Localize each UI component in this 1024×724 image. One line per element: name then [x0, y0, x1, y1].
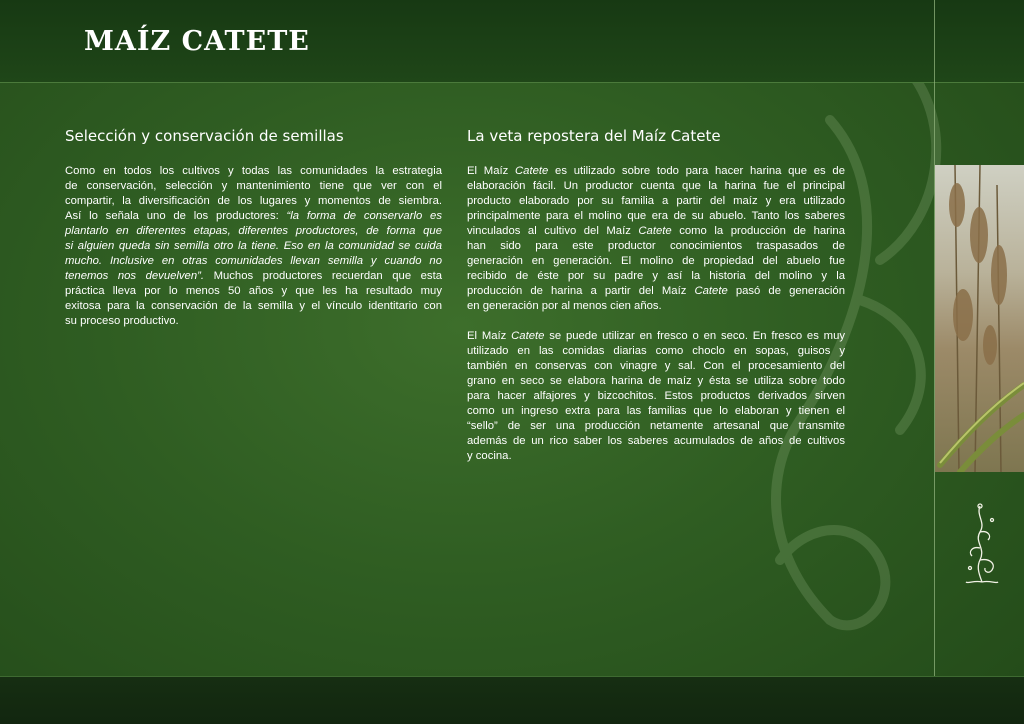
text-segment: también en conservas con vinagre y sal. Con el procesamiento del — [467, 360, 845, 372]
text-line — [65, 209, 442, 224]
text-line — [467, 254, 845, 269]
text-line — [467, 194, 845, 209]
text-line — [467, 224, 845, 239]
text-line — [65, 254, 442, 269]
text-segment: es utilizado sobre todo para hacer harina que es de — [548, 165, 845, 177]
text-segment: Así lo señala uno de los productores: — [65, 210, 287, 222]
text-segment: Muchos productores recuerdan que esta — [204, 270, 442, 282]
right-paragraph-2 — [467, 329, 845, 464]
text-segment: exitosa para la conservación de la semilla y el vínculo identitario con — [65, 300, 442, 312]
text-segment: recibido de éste por su padre y así la historia del molino y la — [467, 270, 845, 282]
text-line — [467, 284, 845, 299]
text-segment: producto elaborado por su familia a partir del maíz y era utilizado — [467, 195, 845, 207]
text-line — [467, 419, 845, 434]
italic-text-segment: “la forma de conservarlo es — [286, 210, 442, 222]
footer-band — [0, 676, 1024, 724]
text-line — [65, 179, 442, 194]
maize-plant-photo — [935, 165, 1024, 472]
text-line — [65, 314, 442, 329]
text-segment: práctica lleva por lo menos 50 años y que les ha resultado muy — [65, 285, 442, 297]
text-segment: como un ingreso extra para las familias que lo elaboran y tienen el — [467, 405, 845, 417]
text-segment: grano en seco se elabora harina de maíz y ésta se utiliza sobre todo — [467, 375, 845, 387]
text-segment: pasó de generación — [727, 285, 845, 297]
italic-text-segment: Catete — [638, 225, 672, 237]
text-line — [467, 449, 845, 464]
text-segment: El Maíz — [467, 165, 516, 177]
text-line — [65, 299, 442, 314]
text-segment: generación en generación. El molino de propiedad del abuelo fue — [467, 255, 845, 267]
text-line — [467, 239, 845, 254]
page-title: MAÍZ CATETE — [84, 26, 310, 57]
italic-text-segment: Catete — [511, 330, 545, 342]
right-heading: La veta repostera del Maíz Catete — [467, 127, 721, 145]
left-paragraph — [65, 164, 442, 329]
text-line — [467, 329, 845, 344]
text-segment: han sido para este productor conocimientos traspasados de — [467, 240, 845, 252]
text-line — [467, 269, 845, 284]
text-line — [467, 359, 845, 374]
italic-text-segment: tenemos nos devuelven”. — [65, 270, 205, 282]
text-segment: “sello” de ser una producción netamente artesanal que transmite — [467, 420, 845, 432]
right-paragraph-1 — [467, 164, 845, 314]
text-line — [467, 344, 845, 359]
left-column-text — [65, 164, 442, 329]
text-segment: utilizado en las comidas diarias como choclo en sopas, guisos y — [467, 345, 845, 357]
text-segment: compartir, la diversificación de los lugares y momentos de siembra. — [65, 195, 442, 207]
text-segment: El Maíz — [467, 330, 512, 342]
text-segment: vinculados al cultivo del Maíz — [467, 225, 639, 237]
text-segment: producción de harina a partir del Maíz — [467, 285, 695, 297]
text-line — [467, 404, 845, 419]
text-segment: para hacer alfajores y bizcochitos. Estos productos derivados sirven — [467, 390, 845, 402]
text-line — [65, 224, 442, 239]
text-segment: elaboración fácil. Un productor cuenta que la harina fue el principal — [467, 180, 845, 192]
italic-text-segment: si alguien queda sin semilla otro la tiene. Eso en la comunidad se cuida — [65, 240, 442, 252]
text-line — [65, 239, 442, 254]
text-line — [467, 374, 845, 389]
text-line — [65, 269, 442, 284]
text-segment: Como en todos los cultivos y todas las comunidades la estrategia — [65, 165, 442, 177]
text-line — [467, 299, 845, 314]
text-segment: se puede utilizar en fresco o en seco. En fresco es muy — [544, 330, 845, 342]
text-segment: y cocina. — [467, 450, 512, 462]
text-line — [467, 434, 845, 449]
italic-text-segment: Catete — [515, 165, 549, 177]
text-segment: además de un rico saber los saberes acumulados de años de cultivos — [467, 435, 845, 447]
floral-ornament-icon — [962, 502, 1002, 586]
italic-text-segment: Catete — [694, 285, 728, 297]
text-line — [467, 389, 845, 404]
text-line — [467, 209, 845, 224]
text-line — [467, 164, 845, 179]
italic-text-segment: mucho. Inclusive en otras comunidades llevan semilla y cuando no — [65, 255, 442, 267]
text-segment: principalmente para el molino que era de su abuelo. Tanto los saberes — [467, 210, 845, 222]
right-column-text — [467, 164, 845, 464]
text-line — [467, 179, 845, 194]
text-segment: de conservación, selección y mantenimiento tiene que ver con el — [65, 180, 442, 192]
text-line — [65, 194, 442, 209]
text-segment: su proceso productivo. — [65, 315, 179, 327]
text-segment: en generación por al menos cien años. — [467, 300, 662, 312]
italic-text-segment: plantarlo en diferentes etapas, diferentes productores, de forma que — [65, 225, 442, 237]
left-heading: Selección y conservación de semillas — [65, 127, 344, 145]
text-line — [65, 284, 442, 299]
text-line — [65, 164, 442, 179]
text-segment: como la producción de harina — [671, 225, 845, 237]
